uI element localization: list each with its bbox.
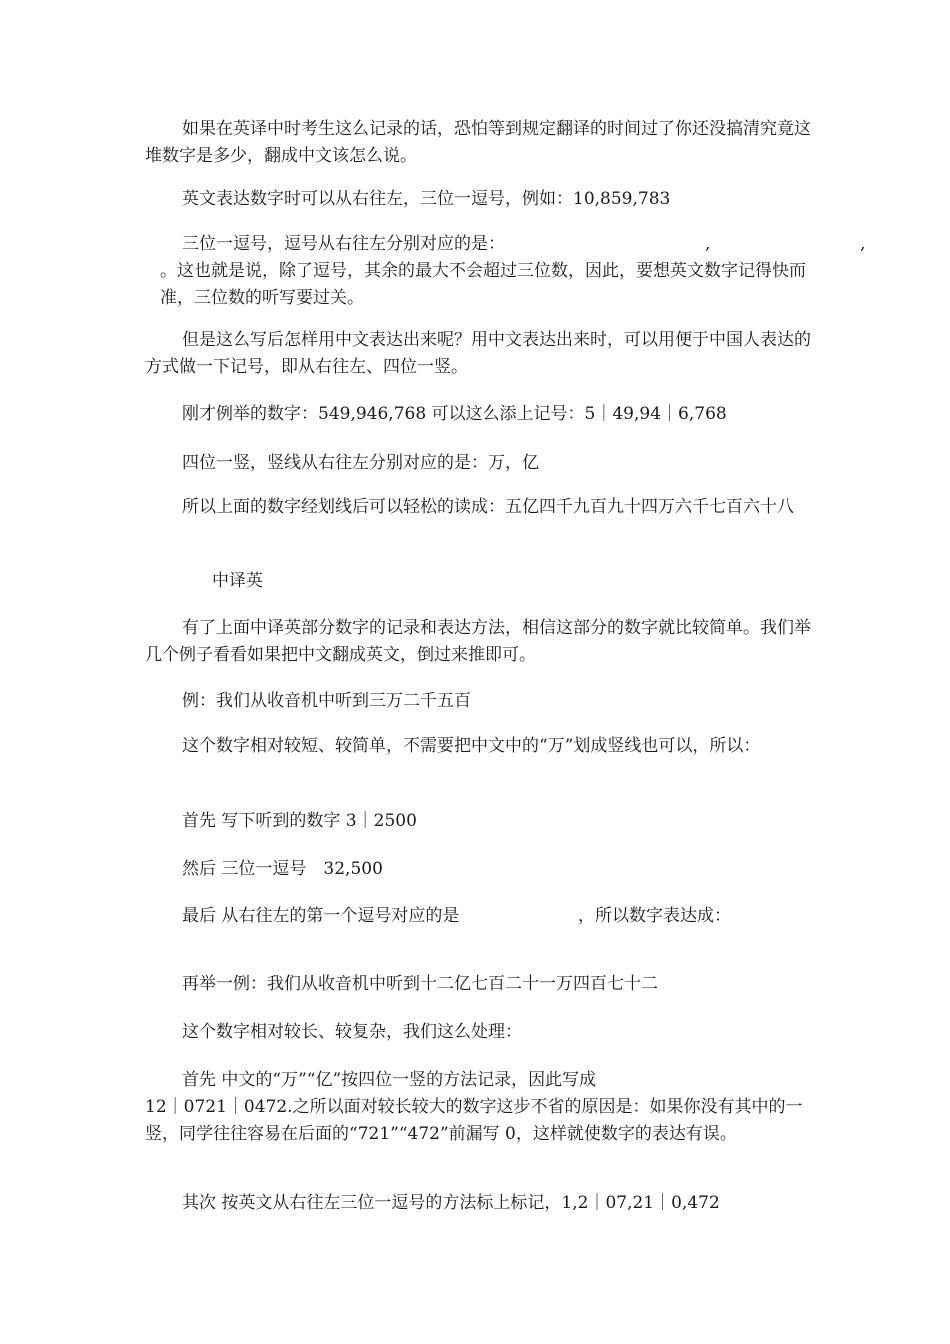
step-last: 最后 从右往左的第一个逗号对应的是 (182, 906, 460, 926)
step-first-complex: 首先 中文的“万”“亿”按四位一竖的方法记录，因此写成 (182, 1070, 597, 1090)
paragraph-comma-mapping: 三位一逗号，逗号从右往左分别对应的是： (182, 234, 505, 254)
paragraph-reading-result: 所以上面的数字经划线后可以轻松的读成：五亿四千九百九十四万六千七百六十八 (182, 497, 794, 517)
step-last-continued: ，所以数字表达成： (578, 906, 731, 926)
paragraph-english-comma-rule: 英文表达数字时可以从右往左，三位一逗号，例如：10,859,783 (182, 189, 671, 209)
step-then: 然后 三位一逗号 32,500 (182, 859, 383, 879)
section-heading-chinese-to-english: 中译英 (212, 571, 263, 591)
paragraph-complex-number: 这个数字相对较长、较复杂，我们这么处理： (182, 1022, 522, 1042)
step-first: 首先 写下听到的数字 3｜2500 (182, 811, 417, 831)
step-second-complex: 其次 按英文从右往左三位一逗号的方法标上标记，1,2｜07,21｜0,472 (182, 1193, 720, 1213)
paragraph-short-number: 这个数字相对较短、较简单，不需要把中文中的“万”划成竖线也可以，所以： (182, 736, 761, 756)
paragraph-example-number: 刚才例举的数字：549,946,768 可以这么添上记号：5｜49,94｜6,768 (182, 404, 727, 424)
paragraph-chinese-expression: 但是这么写后怎样用中文表达出来呢？用中文表达出来时，可以用便于中国人表达的方式做一下记号，即从右往左、四位一竖。 (145, 330, 811, 377)
step-first-complex-continued: 12｜0721｜0472.之所以面对较长较大的数字这步不省的原因是：如果你没有其中的一竖，同学往往容易在后面的“721”“472”前漏写 0，这样就使数字的表达有误。 (145, 1097, 803, 1144)
paragraph-three-digit-rule: 。这也就是说，除了逗号，其余的最大不会超过三位数，因此，要想英文数字记得快而准，三位数的听写要过关。 (160, 261, 806, 308)
comma-mark-2: , (860, 234, 866, 254)
paragraph-intro: 如果在英译中时考生这么记录的话，恐怕等到规定翻译的时间过了你还没搞清究竟这堆数字是多少，翻成中文该怎么说。 (145, 119, 811, 166)
paragraph-example-1: 例：我们从收音机中听到三万二千五百 (182, 691, 471, 711)
paragraph-chinese-to-english-intro: 有了上面中译英部分数字的记录和表达方法，相信这部分的数字就比较简单。我们举几个例子看看如果把中文翻成英文，倒过来推即可。 (145, 618, 811, 665)
paragraph-example-2: 再举一例：我们从收音机中听到十二亿七百二十一万四百七十二 (182, 974, 658, 994)
paragraph-four-digit-rule: 四位一竖，竖线从右往左分别对应的是：万，亿 (182, 453, 539, 473)
comma-mark-1: , (705, 234, 711, 254)
